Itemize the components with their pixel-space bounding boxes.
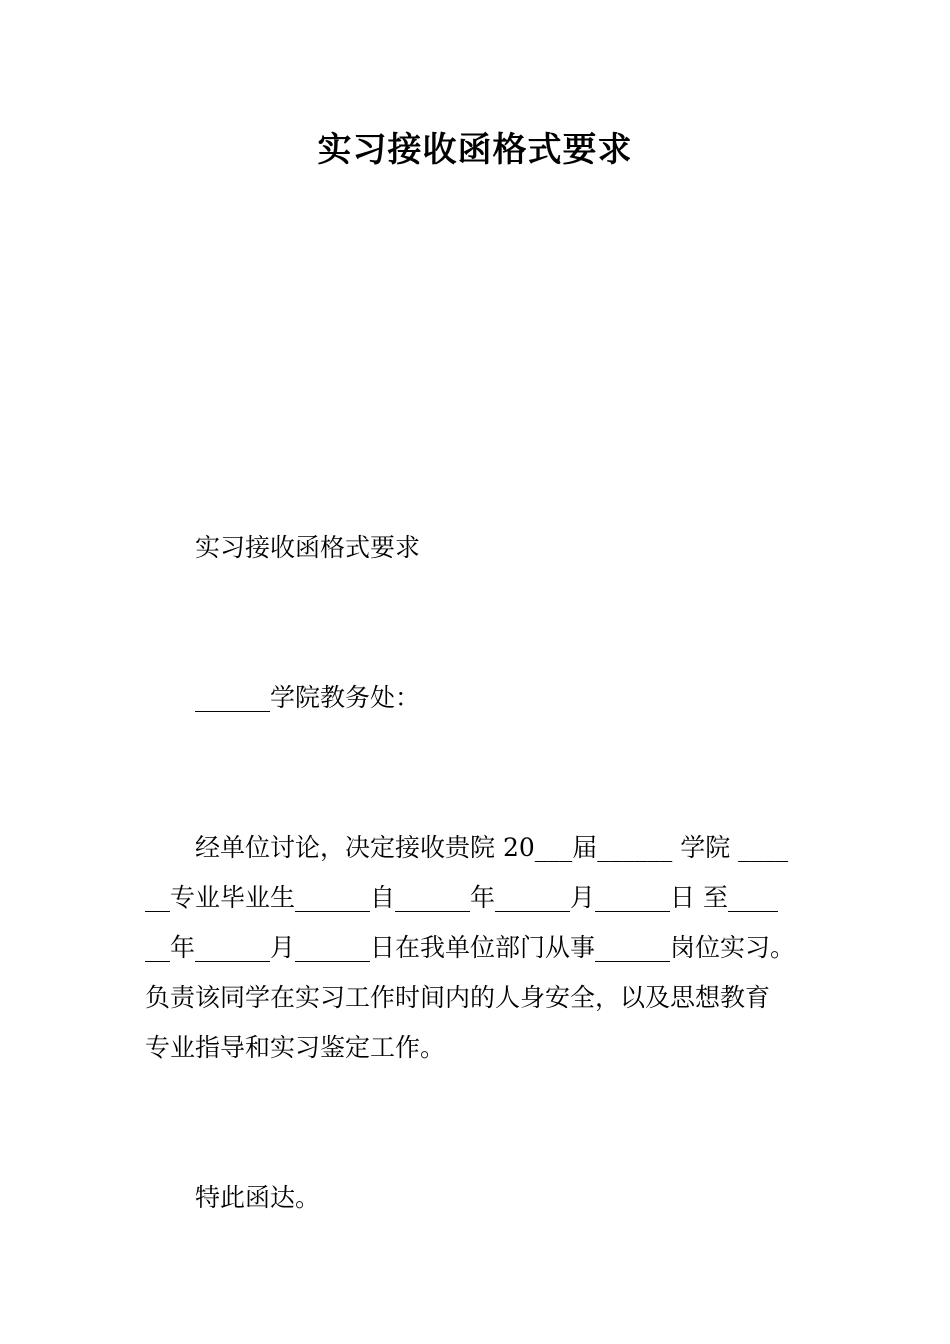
body-line: 负责该同学在实习工作时间内的人身安全，以及思想教育 [145,983,771,1012]
closing-text: 特此函达。 [195,1183,321,1212]
body-line: 专业指导和实习鉴定工作。 [145,1033,446,1062]
document-subtitle: 实习接收函格式要求 [195,533,421,562]
body-paragraph [145,823,815,1073]
document-title: 实习接收函格式要求 [317,130,633,170]
body-line: __专业毕业生______自______年______月______日 至____ [145,883,778,912]
body-line: 经单位讨论，决定接收贵院 20___届______ 学院 ____ [195,833,789,862]
body-line: __年______月______日在我单位部门从事______岗位实习。 [145,933,796,962]
salutation: ______学院教务处： [195,683,421,712]
